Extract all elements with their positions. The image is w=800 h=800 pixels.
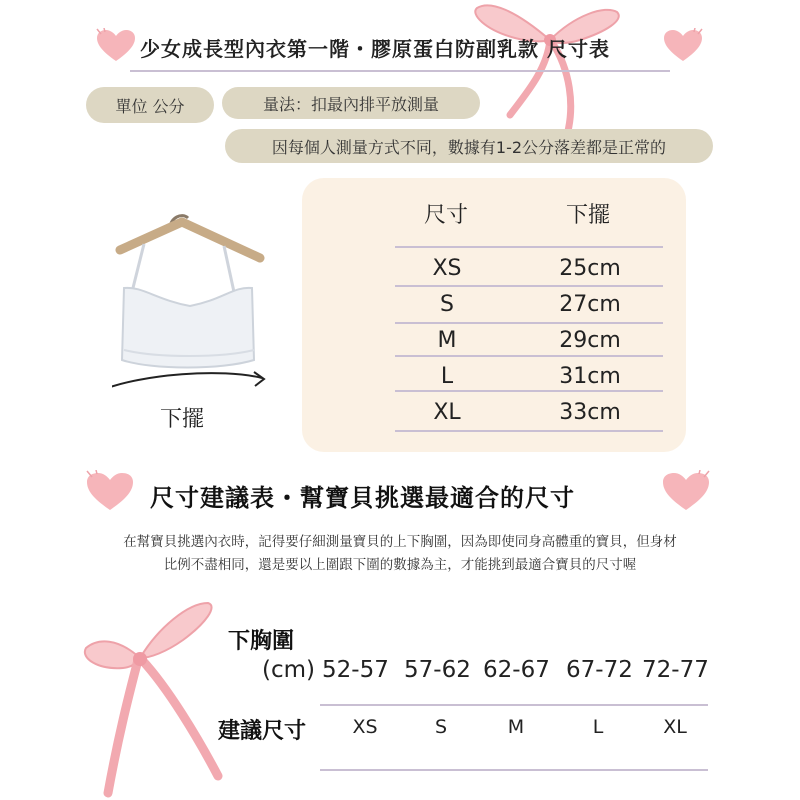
title-divider: [130, 70, 670, 72]
table-cell-size: L: [440, 364, 454, 389]
hem-label: 下擺: [160, 407, 205, 432]
table-divider: [395, 285, 663, 287]
table-divider: [395, 390, 663, 392]
table-cell-hem: 27cm: [559, 292, 621, 317]
underbust-label: 下胸圍: [228, 629, 295, 654]
table-divider: [395, 246, 663, 248]
table-cell-hem: 31cm: [559, 364, 621, 389]
heart-icon: [662, 28, 704, 64]
page-title: 少女成長型內衣第一階・膠原蛋白防副乳款 尺寸表: [140, 37, 610, 61]
underbust-range: 67-72: [566, 657, 633, 683]
unit-badge: 單位 公分: [86, 87, 214, 123]
heart-icon: [660, 470, 712, 514]
table-cell-hem: 33cm: [559, 400, 621, 425]
suggested-size: M: [507, 716, 525, 738]
size-column-header: 尺寸: [424, 203, 469, 228]
table-cell-hem: 29cm: [559, 328, 621, 353]
recommendation-title: 尺寸建議表・幫寶貝挑選最適合的尺寸: [150, 484, 575, 512]
underbust-range: 72-77: [642, 657, 709, 683]
table-divider: [320, 704, 708, 706]
suggested-size: XL: [663, 716, 687, 738]
table-divider: [320, 769, 708, 771]
table-cell-size: XL: [433, 400, 461, 425]
table-divider: [395, 322, 663, 324]
suggested-size: L: [592, 716, 604, 738]
heart-icon: [84, 470, 136, 514]
table-cell-size: XS: [432, 256, 462, 281]
cm-unit-label: (cm): [262, 657, 315, 683]
hem-column-header: 下擺: [566, 203, 611, 228]
underbust-range: 57-62: [404, 657, 471, 683]
suggested-size: XS: [352, 716, 378, 738]
underbust-range: 62-67: [483, 657, 550, 683]
underbust-range: 52-57: [322, 657, 389, 683]
heart-icon: [95, 28, 137, 64]
table-cell-hem: 25cm: [559, 256, 621, 281]
suggested-size-label: 建議尺寸: [218, 719, 307, 744]
recommendation-description-line1: 在幫寶貝挑選內衣時，記得要仔細測量寶貝的上下胸圍，因為即使同身高體重的寶貝，但身材: [123, 534, 677, 550]
ribbon-bow-decoration: [78, 598, 228, 800]
measurement-note: 因每個人測量方式不同，數據有1-2公分落差都是正常的: [225, 129, 713, 163]
recommendation-description-line2: 比例不盡相同，還是要以上圍跟下圍的數據為主，才能挑到最適合寶貝的尺寸喔: [163, 557, 637, 573]
bra-on-hanger-illustration: [112, 200, 272, 400]
table-divider: [395, 355, 663, 357]
table-cell-size: S: [440, 292, 454, 317]
table-divider: [395, 430, 663, 432]
measure-method-badge: 量法：扣最內排平放測量: [222, 87, 480, 119]
table-cell-size: M: [437, 328, 457, 353]
suggested-size: S: [434, 716, 448, 738]
